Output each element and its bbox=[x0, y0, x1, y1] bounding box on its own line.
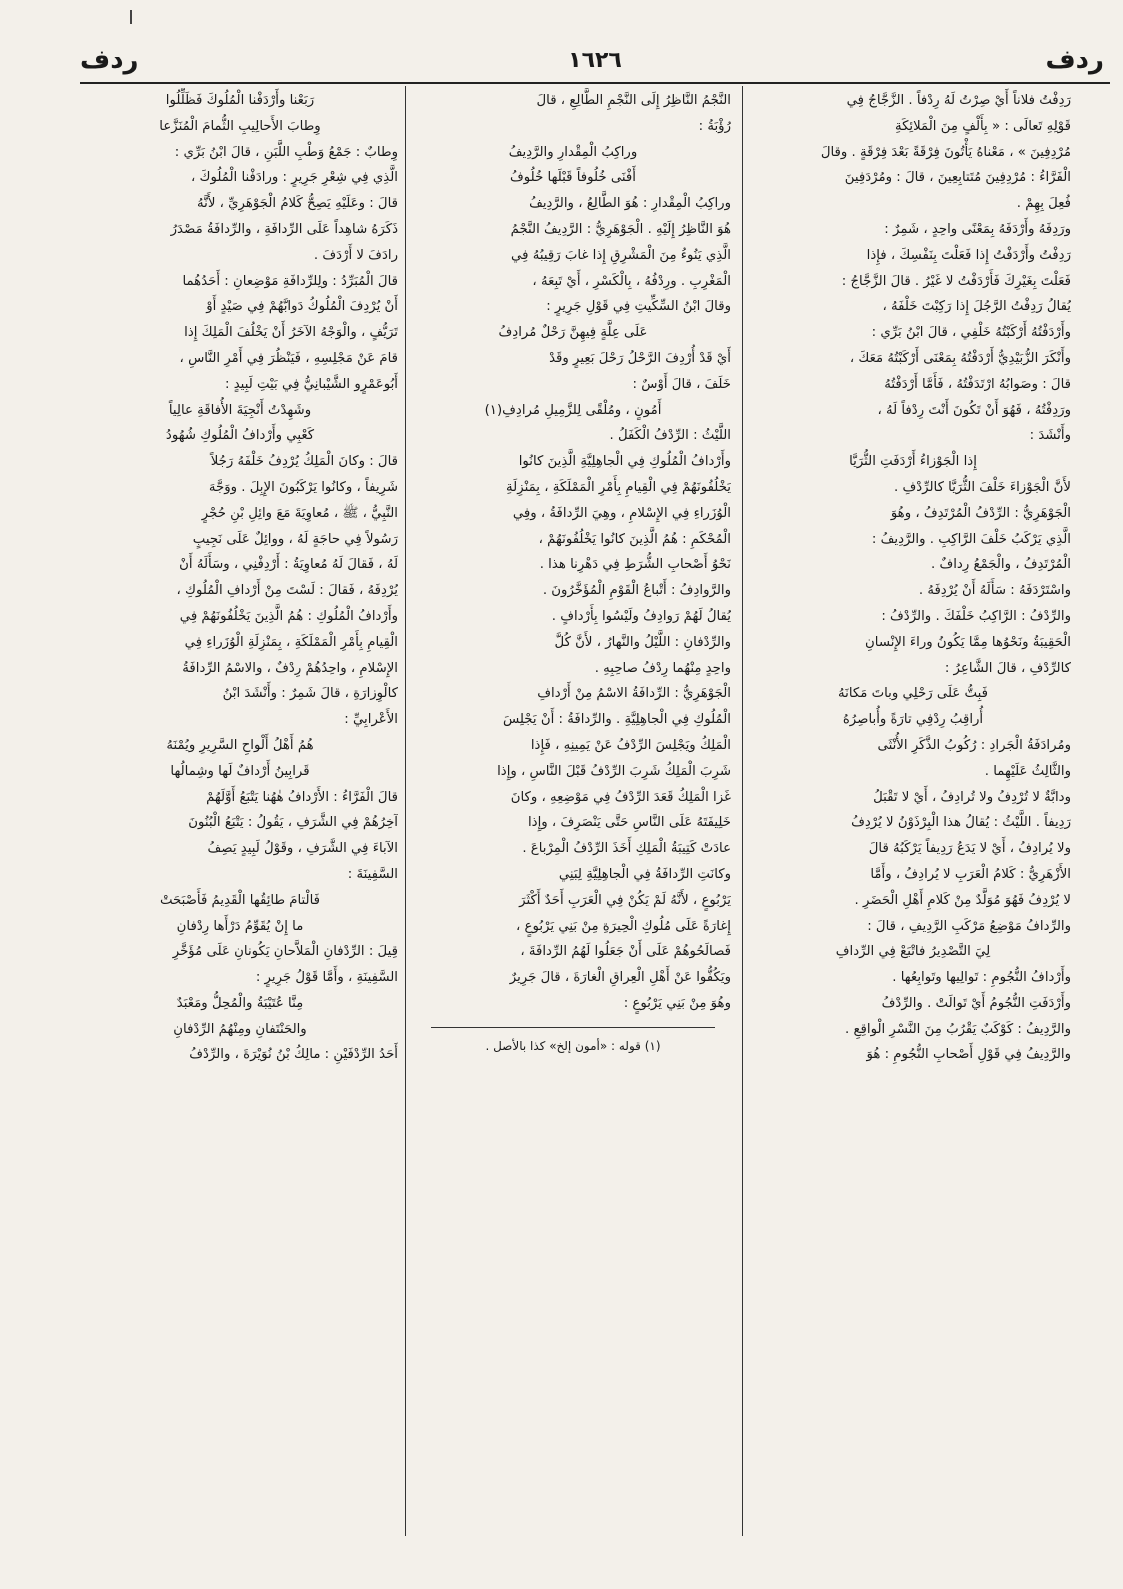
text-line: يُقالُ رَدِفْتُ الرَّجُلَ إِذا رَكِبْتَ خَلْفَهُ ، bbox=[882, 299, 1071, 315]
column-divider-right bbox=[742, 86, 743, 1536]
text-line: رَدِيفاً . اللَّيْثُ : يُقالُ هذا الْبِرْذَوْنُ لا يُرْدِفُ bbox=[851, 815, 1071, 831]
text-line: شَرِبَ الْمَلِكُ شَرِبَ الرِّدْفُ قَبْلَ النَّاسِ ، وإِذا bbox=[497, 763, 731, 779]
text-line: ودابَّةٌ لا تُرْدِفُ ولا تُرادِفُ ، أَيْ لا تَقْبَلُ bbox=[873, 789, 1071, 805]
text-line: قالَ : وكانَ الْمَلِكُ يُرْدِفُ خَلْفَهُ رَجُلاً bbox=[210, 454, 398, 470]
header-rule bbox=[80, 82, 1110, 84]
text-line: والرَّوادِفُ : أَتْباعُ الْقَوْمِ الْمُؤَخَّرُونَ . bbox=[542, 583, 731, 599]
text-line: وِطابٌ : جَمْعُ وَطْبِ اللَّبَنِ ، قالَ ابْنُ بَرِّي : bbox=[174, 144, 398, 160]
column-divider-left bbox=[405, 86, 406, 1536]
text-line: نَحْوُ أَصْحابِ الشُّرَطِ فِي دَهْرِنا هذا . bbox=[539, 557, 731, 573]
text-line: قالَ : وعَلَيْهِ يَصِحُّ كَلامُ الْجَوْهَرِيِّ ، لأَنَّهُ bbox=[196, 196, 398, 212]
text-line: رَدِفْتُ وأَرْدَفْتُ إِذا فَعَلْتَ بِنَفْسِكَ ، فإِذا bbox=[866, 247, 1071, 263]
text-line: السَّفِينَةَ : bbox=[347, 866, 398, 882]
text-line: قالَ الْفَرَّاءُ : الأَرْدافُ هٰهُنا يَتْبَعُ أَوَّلَهُمْ bbox=[206, 789, 398, 805]
verse-line: فَبِتُّ عَلَى رَحْلِي وباتَ مَكانَهُ bbox=[838, 686, 988, 702]
verse-line: قَرابِينُ أَرْدافٌ لَها وشِمالُها bbox=[170, 763, 310, 779]
column-right bbox=[755, 88, 1071, 1538]
text-line: خَلَفَ ، قالَ أَوْسٌ : bbox=[632, 376, 731, 392]
verse-line: هُمُ أَهْلُ أَلْواحِ السَّرِيرِ ويُمْنَهُ bbox=[166, 737, 314, 753]
column-left bbox=[82, 88, 398, 1538]
page-number: ١٦٢٦ bbox=[568, 48, 622, 73]
text-line: هُوَ النَّاظِرُ إِلَيْهِ . الْجَوْهَرِيُّ : الرَّدِيفُ النَّجْمُ bbox=[510, 221, 731, 237]
text-line: آخِرُهُمْ فِي الشَّرَفِ ، يَقُولُ : يَتْبَعُ الْبُنُونَ bbox=[188, 815, 398, 831]
text-line: شَرِيفاً ، وكانُوا يَرْكَبُونَ الإِبِلَ . ووَجَّهَ bbox=[208, 479, 398, 495]
text-line: والرِّدْفُ : الرَّاكِبُ خَلْفَكَ . والرِّدْفُ : bbox=[881, 608, 1071, 624]
text-line: يَخْلُفُونَهُمْ فِي الْقِيامِ بِأَمْرِ الْمَمْلَكَةِ ، بِمَنْزِلَةِ bbox=[506, 479, 731, 495]
text-line: الْجَوْهَرِيُّ : الرِّدْفُ الْمُرْتَدِفُ ، وهُوَ bbox=[890, 505, 1071, 521]
text-line: ورَدِفْتُهُ ، فَهُوَ أَنْ تَكُونَ أَنْتَ رِدْفاً لَهُ ، bbox=[877, 402, 1071, 418]
text-line: الإِسْلامِ ، واحِدُهُمْ رِدْفٌ ، والاسْمُ الرِّدافَةُ bbox=[182, 660, 398, 676]
text-line: قامَ عَنْ مَجْلِسِهِ ، فَيَنْظُرَ فِي أَمْرِ النَّاسِ ، bbox=[179, 350, 398, 366]
text-line: وكانَتِ الرِّدافَةُ فِي الْجاهِلِيَّةِ لِبَنِي bbox=[558, 866, 731, 882]
verse-line: إِذا الْجَوْزاءُ أَرْدَفَتِ الثُّرَيَّا bbox=[849, 454, 977, 470]
text-line: والرَّدِيفُ : كَوْكَبٌ يَقْرُبُ مِنَ النَّسْرِ الْواقِعِ . bbox=[845, 1021, 1071, 1037]
text-line: وأَنْشَدَ : bbox=[1029, 428, 1071, 444]
text-line: تَرَيُّفٍ ، والْوَجْهُ الآخَرُ أَنْ يَخْلُفَ الْمَلِكَ إِذا bbox=[184, 325, 398, 341]
column-middle bbox=[415, 88, 731, 1538]
text-line: يَرْبُوعٍ ، لأَنَّهُ لَمْ يَكُنْ فِي الْعَرَبِ أَحَدٌ أَكْثَرَ bbox=[519, 892, 731, 908]
text-line: فَصالَحُوهُمْ عَلَى أَنْ جَعَلُوا لَهُمُ الرِّدافَةَ ، bbox=[520, 944, 731, 960]
text-line: كالْوِزارَةِ ، قالَ شَمِرٌ : وأَنْشَدَ ابْنُ bbox=[222, 686, 398, 702]
text-line: الْمُحْكَمِ : هُمُ الَّذِينَ كانُوا يَخْلُفُونَهُمْ ، bbox=[538, 531, 731, 547]
text-line: ومُرادَفَةُ الْجَرادِ : رُكُوبُ الذَّكَرِ الأُنْثَى bbox=[877, 737, 1071, 753]
text-line: قَوْلِهِ تَعالَى : « بِأَلْفٍ مِنَ الْمَلائِكَةِ bbox=[894, 118, 1071, 134]
verse-line: رَبَعْنا وأَرْدَفْنا الْمُلُوكَ فَظَلِّلُوا bbox=[165, 93, 315, 108]
verse-line: وشَهِدْتُ أَنْجِيَةَ الأُفاقَةِ عالِياً bbox=[168, 402, 312, 418]
text-line: أَحَدُ الرِّدْفَيْنِ : مالِكُ بْنُ نُوَيْرَةَ ، والرِّدْفُ bbox=[189, 1047, 398, 1063]
verse-line: أَمُونٍ ، ومُلْقًى لِلزَّمِيلِ مُرادِفِ(١) bbox=[484, 402, 662, 418]
text-line: الْجَوْهَرِيُّ : الرِّدافَةُ الاسْمُ مِنْ أَرْدافِ bbox=[537, 686, 731, 702]
text-line: وأَرْدَفَتِ النُّجُومُ أَيْ تَوالَتْ . والرِّدْفُ bbox=[881, 995, 1071, 1011]
text-line: عادَتْ كَتِيبَةُ الْمَلِكِ أَخَذَ الرِّدْفُ الْمِرْباعَ . bbox=[522, 841, 731, 857]
text-line: فُعِلَ بِهِمْ . bbox=[1016, 196, 1071, 212]
text-line: الأَزْهَرِيُّ : كَلامُ الْعَرَبِ لا يُرادِفُ ، وأَمَّا bbox=[870, 866, 1071, 882]
text-line: واحِدٍ مِنْهُما رِدْفُ صاحِبِهِ . bbox=[594, 660, 731, 676]
text-line: الْمُرْتَدِفُ ، والْجَمْعُ رِدافٌ . bbox=[931, 557, 1071, 573]
text-line: قِيلَ : الرِّدْفانِ الْمَلاَّحانِ يَكُونانِ عَلَى مُؤَخَّرِ bbox=[172, 944, 398, 960]
verse-line: أُراقِبُ رِدْفِي تارَةً وأُباصِرُهُ bbox=[842, 712, 984, 728]
text-line: اللَّيْثُ : الرِّدْفُ الْكَفَلُ . bbox=[609, 428, 731, 444]
text-line: قالَ الْمُبَرِّدُ : ولِلرِّدافَةِ مَوْضِعانِ : أَحَدُهُما bbox=[182, 273, 398, 289]
text-line: الَّذِي يَنُوءُ مِنَ الْمَشْرِقِ إِذا غابَ رَقِيبُهُ فِي bbox=[511, 247, 731, 263]
text-line: يُقالُ لَهُمْ رَوادِفُ ولَيْسُوا بِأَرْدافٍ . bbox=[551, 608, 731, 624]
text-line: لَهُ ، فَقالَ لَهُ مُعاوِيَةُ : أَرْدِفْنِي ، وسَأَلَهُ أَنْ bbox=[179, 557, 398, 573]
text-line: الْمَلِكُ ويَجْلِسَ الرِّدْفُ عَنْ يَمِينِهِ ، فَإِذا bbox=[530, 737, 731, 753]
text-line: ذَكَرَهُ شاهِداً عَلَى الرِّدافَةِ ، والرِّدافَةُ مَصْدَرُ bbox=[170, 221, 398, 237]
verse-line: والحَنْتَفانِ ومِنْهُمُ الرِّدْفانِ bbox=[173, 1021, 307, 1037]
text-line: ويَكُفُّوا عَنْ أَهْلِ الْعِراقِ الْغارَةَ ، قالَ جَرِيرٌ bbox=[509, 970, 731, 986]
verse-line: وراكِبُ الْمِقْدارِ والرَّدِيفُ bbox=[508, 144, 638, 160]
text-line: الْمُلُوكِ فِي الْجاهِلِيَّةِ . والرِّدافَةُ : أَنْ يَجْلِسَ bbox=[502, 712, 731, 728]
verse-line: وِطابَ الأَحالِيبِ الثُّمامَ الْمُنَزَّعا bbox=[159, 118, 321, 134]
footnote-rule bbox=[431, 1027, 715, 1028]
text-line: واسْتَرْدَفَهُ : سَأَلَهُ أَنْ يُرْدِفَهُ . bbox=[918, 583, 1071, 599]
text-line: وأَرْدَفْتُهُ أَرْكَبْتُهُ خَلْفِي ، قالَ ابْنُ بَرِّي : bbox=[871, 325, 1071, 341]
text-line: لأَنَّ الْجَوْزاءَ خَلْفَ الثُّرَيَّا كالرِّدْفِ . bbox=[894, 479, 1071, 495]
text-line: الأَعْرابِيِّ : bbox=[344, 712, 398, 728]
text-line: وراكِبُ الْمِقْدارِ : هُوَ الطَّالِعُ ، والرَّدِيفُ bbox=[529, 196, 731, 212]
text-line: غَزا الْمَلِكُ قَعَدَ الرِّدْفُ فِي مَوْضِعِهِ ، وكانَ bbox=[510, 789, 731, 805]
header-root-word-right: ردف bbox=[1045, 45, 1104, 75]
text-line: رَدِفْتُ فلاناً أَيْ صِرْتُ لَهُ رِدْفاً . الزَّجَّاجُ فِي bbox=[846, 93, 1071, 108]
text-line: الْقِيامِ بِأَمْرِ الْمَمْلَكَةِ ، بِمَنْزِلَةِ الْوُزَراءِ فِي bbox=[184, 634, 398, 650]
text-line: يُرْدِفَهُ ، فَقالَ : لَسْتَ مِنْ أَرْدافِ الْمُلُوكِ ، bbox=[176, 583, 398, 599]
text-line: مُرْدِفِينَ » ، مَعْناهُ يَأْتُونَ فِرْقَةً بَعْدَ فِرْقَةٍ . وقالَ bbox=[820, 144, 1071, 160]
text-line: وأَنْكَرَ الزُّبَيْدِيُّ أَرْدَفْتُهُ بِمَعْنَى أَرْكَبْتُهُ مَعَكَ ، bbox=[849, 350, 1071, 366]
text-line: رادَفَ لا أَرْدَفَ . bbox=[313, 247, 398, 263]
text-line: وهُوَ مِنْ بَنِي يَرْبُوعٍ : bbox=[623, 995, 731, 1011]
text-line: الآباءَ فِي الشَّرَفِ ، وقَوْلُ لَبِيدٍ يَصِفُ bbox=[207, 841, 398, 857]
verse-line: كَعْبِي وأَرْدافُ الْمُلُوكِ شُهُودُ bbox=[165, 428, 315, 444]
text-line: الَّذِي يَرْكَبُ خَلْفَ الرَّاكِبِ . والرَّدِيفُ : bbox=[871, 531, 1071, 547]
verse-line: ما إِنْ يُقَوِّمُ دَرْأَها رِدْفانِ bbox=[176, 918, 304, 934]
header-root-word-left: ردف bbox=[80, 45, 139, 75]
text-line: النَّبِيُّ ، ﷺ ، مُعاوِيَةَ مَعَ وائِلِ بْنِ حُجْرٍ bbox=[201, 505, 398, 521]
text-line: إِغارَةً عَلَى مُلُوكِ الْحِيرَةِ مِنْ بَنِي يَرْبُوعٍ ، bbox=[516, 918, 731, 934]
verse-line: مِنَّا عُتَيْبَةُ والْمُحِلُّ ومَعْبَدٌ bbox=[176, 995, 304, 1011]
text-line: وأَرْدافُ الْمُلُوكِ فِي الْجاهِلِيَّةِ الَّذِينَ كانُوا bbox=[518, 454, 731, 470]
text-line: والثَّالِثُ عَلَيْهِما . bbox=[984, 763, 1071, 779]
text-line: وأَرْدافُ الْمُلُوكِ : هُمُ الَّذِينَ يَخْلُفُونَهُمْ فِي bbox=[179, 608, 398, 624]
text-line: وأَرْدافُ النُّجُومِ : تَوالِيها وتَوابِعُها . bbox=[892, 970, 1071, 986]
text-line: ورَدِفَهُ وأَرْدَفَهُ بِمَعْنًى واحِدٍ ، شَمِرٌ : bbox=[884, 221, 1071, 237]
verse-line: لِيَ التَّصْدِيرُ فاتْبَعْ فِي الرِّدافِ bbox=[835, 944, 991, 960]
text-line: الْحَقِيبَةُ ونَحْوُها مِمَّا يَكُونُ وراءَ الإِنْسانِ bbox=[865, 634, 1071, 650]
text-line: أَبُوعَمْرٍو الشَّيْبانِيُّ فِي بَيْتِ لَبِيدٍ : bbox=[225, 376, 398, 392]
text-line: الْوُزَراءِ فِي الإِسْلامِ ، وهِيَ الرِّدافَةُ ، وفِي bbox=[512, 505, 731, 521]
text-line: أَنْ يُرْدِفَ الْمُلُوكُ دَوابَّهُمْ فِي صَيْدٍ أَوْ bbox=[206, 299, 398, 315]
text-line: النَّجْمُ النَّاظِرُ إِلَى النَّجْمِ الطَّالِعِ ، قالَ bbox=[536, 93, 731, 108]
text-line: لا يُرْدِفُ فَهُوَ مُوَلَّدٌ مِنْ كَلامِ أَهْلِ الْحَضَرِ . bbox=[854, 892, 1071, 908]
text-line: والرِّدافُ مَوْضِعُ مَرْكَبِ الرَّدِيفِ ، قالَ : bbox=[867, 918, 1071, 934]
text-line: السَّفِينَةِ ، وأَمَّا قَوْلُ جَرِيرٍ : bbox=[255, 970, 398, 986]
verse-line: عَلَى عِلَّةٍ فِيهِنَّ رَحْلٌ مُرادِفُ bbox=[498, 325, 648, 341]
text-line: ولا يُرادِفُ ، أَيْ لا يَدَعُ رَدِيفاً يَرْكَبُهُ قالَ bbox=[868, 841, 1071, 857]
text-line: الْمَغْرِبِ . ورِدْفُهُ ، بِالْكَسْرِ ، أَيْ تَبِعَهُ ، bbox=[532, 273, 731, 289]
text-line: الَّذِي فِي شِعْرِ جَرِيرٍ : ورادَفْنا الْمُلُوكَ ، bbox=[191, 170, 398, 186]
text-line: قالَ : وصَوابُهُ ارْتَدَفْتُهُ ، فَأَمَّا أَرْدَفْتُهُ bbox=[884, 376, 1071, 392]
page-header bbox=[80, 42, 1110, 82]
text-line: الْفَرَّاءُ : مُرْدِفِينَ مُتَتابِعِينَ ، قالَ : ومُرْدَفِينَ bbox=[844, 170, 1071, 186]
text-line: فَعَلْتَ بِغَيْرِكَ فَأَرْدَفْتُ لا غَيْرُ . قالَ الزَّجَّاجُ : bbox=[841, 273, 1071, 289]
text-line: رَسُولاً فِي حاجَةٍ لَهُ ، ووائِلٌ عَلَى نَجِيبٍ bbox=[192, 531, 398, 547]
ink-mark bbox=[130, 10, 132, 24]
text-line: والرِّدْفانِ : اللَّيْلُ والنَّهارُ ، لأَنَّ كُلَّ bbox=[554, 634, 731, 650]
text-line: رُؤْبَةُ : bbox=[698, 118, 731, 134]
text-line: وقالَ ابْنُ السِّكِّيتِ فِي قَوْلِ جَرِيرٍ : bbox=[546, 299, 731, 315]
text-line: خَلِيفَتَهُ عَلَى النَّاسِ حَتَّى يَنْصَرِفَ ، وإِذا bbox=[527, 815, 731, 831]
verse-line: فَالْتامَ طائِقُها الْقَدِيمُ فَأَصْبَحَتْ bbox=[159, 892, 321, 908]
text-line: كالرِّدْفِ ، قالَ الشَّاعِرُ : bbox=[944, 660, 1071, 676]
verse-line: أَفْنَى خُلُوفاً قَبْلَها خُلُوفُ bbox=[510, 170, 636, 186]
footnote: (١) قوله : «أمون إلخ» كذا بالأصل . bbox=[485, 1038, 661, 1053]
text-line: أَيْ قَدْ أُرْدِفَ الرَّحْلُ رَحْلَ بَعِيرٍ وقَدْ bbox=[549, 350, 731, 366]
text-line: والرَّدِيفُ فِي قَوْلِ أَصْحابِ النُّجُومِ : هُوَ bbox=[866, 1047, 1071, 1063]
